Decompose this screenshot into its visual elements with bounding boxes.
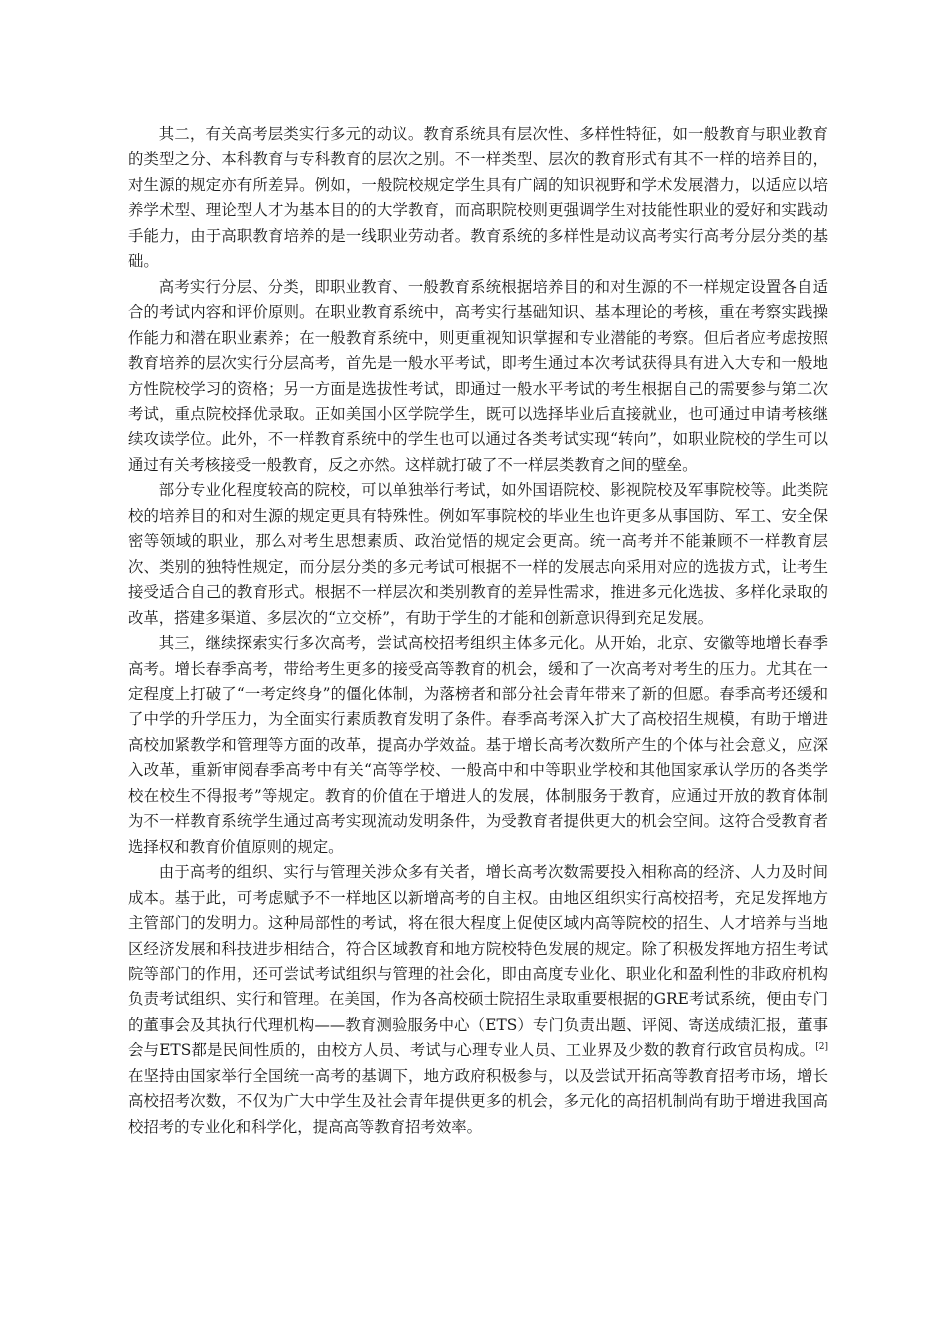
paragraph-4: 其三，继续探索实行多次高考，尝试高校招考组织主体多元化。从开始，北京、安徽等地增长春季高考。增长春季高考，带给考生更多的接受高等教育的机会，缓和了一次高考对考生的压力。尤其在一定程度上打破了“一考定终身”的僵化体制，为落榜者和部分社会青年带来了新的但愿。春季高考还缓和了中学的升学压力，为全面实行素质教育发明了条件。春季高考深入扩大了高校招生规模，有助于增进高校加紧教学和管理等方面的改革，提高办学效益。基于增长高考次数所产生的个体与社会意义，应深入改革，重新审阅春季高考中有关“高等学校、一般高中和中等职业学校和其他国家承认学历的各类学校在校生不得报考”等规定。教育的价值在于增进人的发展，体制服务于教育，应通过开放的教育体制为不一样教育系统学生通过高考实现流动发明条件，为受教育者提供更大的机会空间。这符合受教育者选择权和教育价值原则的规定。	[128, 634, 828, 856]
paragraph-5-text-a: 由于高考的组织、实行与管理关涉众多有关者，增长高考次数需要投入相称高的经济、人力及时间成本。基于此，可考虑赋予不一样地区以新增高考的自主权。由地区组织实行高校招考，充足发挥地方主管部门的发明力。这种局部性的考试，将在很大程度上促使区域内高等院校的招生、人才培养与当地区经济发展和科技进步相结合，符合区域教育和地方院校特色发展的规定。除了积极发挥地方招生考试院等部门的作用，还可尝试考试组织与管理的社会化，即由高度专业化、职业化和盈利性的非政府机构负责考试组织、实行和管理。在美国，作为各高校硕士院招生录取重要根据的GRE考试系统，便由专门的董事会及其执行代理机构——教育测验服务中心（ETS）专门负责出题、评阅、寄送成绩汇报，董事会与ETS都是民间性质的，由校方人员、考试与心理专业人员、工业界及少数的教育行政官员构成。	[128, 863, 828, 1060]
paragraph-2: 高考实行分层、分类，即职业教育、一般教育系统根据培养目的和对生源的不一样规定设置各自适合的考试内容和评价原则。在职业教育系统中，高考实行基础知识、基本理论的考核，重在考察实践操作能力和潜在职业素养；在一般教育系统中，则更重视知识掌握和专业潜能的考察。但后者应考虑按照教育培养的层次实行分层高考，首先是一般水平考试，即考生通过本次考试获得具有进入大专和一般地方性院校学习的资格；另一方面是选拔性考试，即通过一般水平考试的考生根据自己的需要参与第二次考试，重点院校择优录取。正如美国小区学院学生，既可以选择毕业后直接就业，也可通过申请考核继续攻读学位。此外，不一样教育系统中的学生也可以通过各类考试实现“转向”，如职业院校的学生可以通过有关考核接受一般教育，反之亦然。这样就打破了不一样层类教育之间的壁垒。	[128, 277, 828, 474]
paragraph-5-text-b: 在坚持由国家举行全国统一高考的基调下，地方政府积极参与，以及尝试开拓高等教育招考市场，增长高校招考次数，不仅为广大中学生及社会青年提供更多的机会，多元化的高招机制尚有助于增进我国高校招考的专业化和科学化，提高高等教育招考效率。	[128, 1066, 828, 1136]
paragraph-3: 部分专业化程度较高的院校，可以单独举行考试，如外国语院校、影视院校及军事院校等。此类院校的培养目的和对生源的规定更具有特殊性。例如军事院校的毕业生也许更多从事国防、军工、安全保密等领域的职业，那么对考生思想素质、政治觉悟的规定会更高。统一高考并不能兼顾不一样教育层次、类别的独特性规定，而分层分类的多元考试可根据不一样的发展志向采用对应的选拔方式，让考生接受适合自己的教育形式。根据不一样层次和类别教育的差异性需求，推进多元化选拔、多样化录取的改革，搭建多渠道、多层次的“立交桥”，有助于学生的才能和创新意识得到充足发展。	[128, 481, 828, 627]
paragraph-5	[128, 860, 828, 1140]
body-text	[128, 122, 828, 1140]
citation-reference[interactable]: [2]	[815, 1042, 828, 1053]
paragraph-1: 其二，有关高考层类实行多元的动议。教育系统具有层次性、多样性特征，如一般教育与职业教育的类型之分、本科教育与专科教育的层次之别。不一样类型、层次的教育形式有其不一样的培养目的，对生源的规定亦有所差异。例如，一般院校规定学生具有广阔的知识视野和学术发展潜力，以适应以培养学术型、理论型人才为基本目的的大学教育，而高职院校则更强调学生对技能性职业的爱好和实践动手能力，由于高职教育培养的是一线职业劳动者。教育系统的多样性是动议高考实行高考分层分类的基础。	[128, 125, 828, 271]
